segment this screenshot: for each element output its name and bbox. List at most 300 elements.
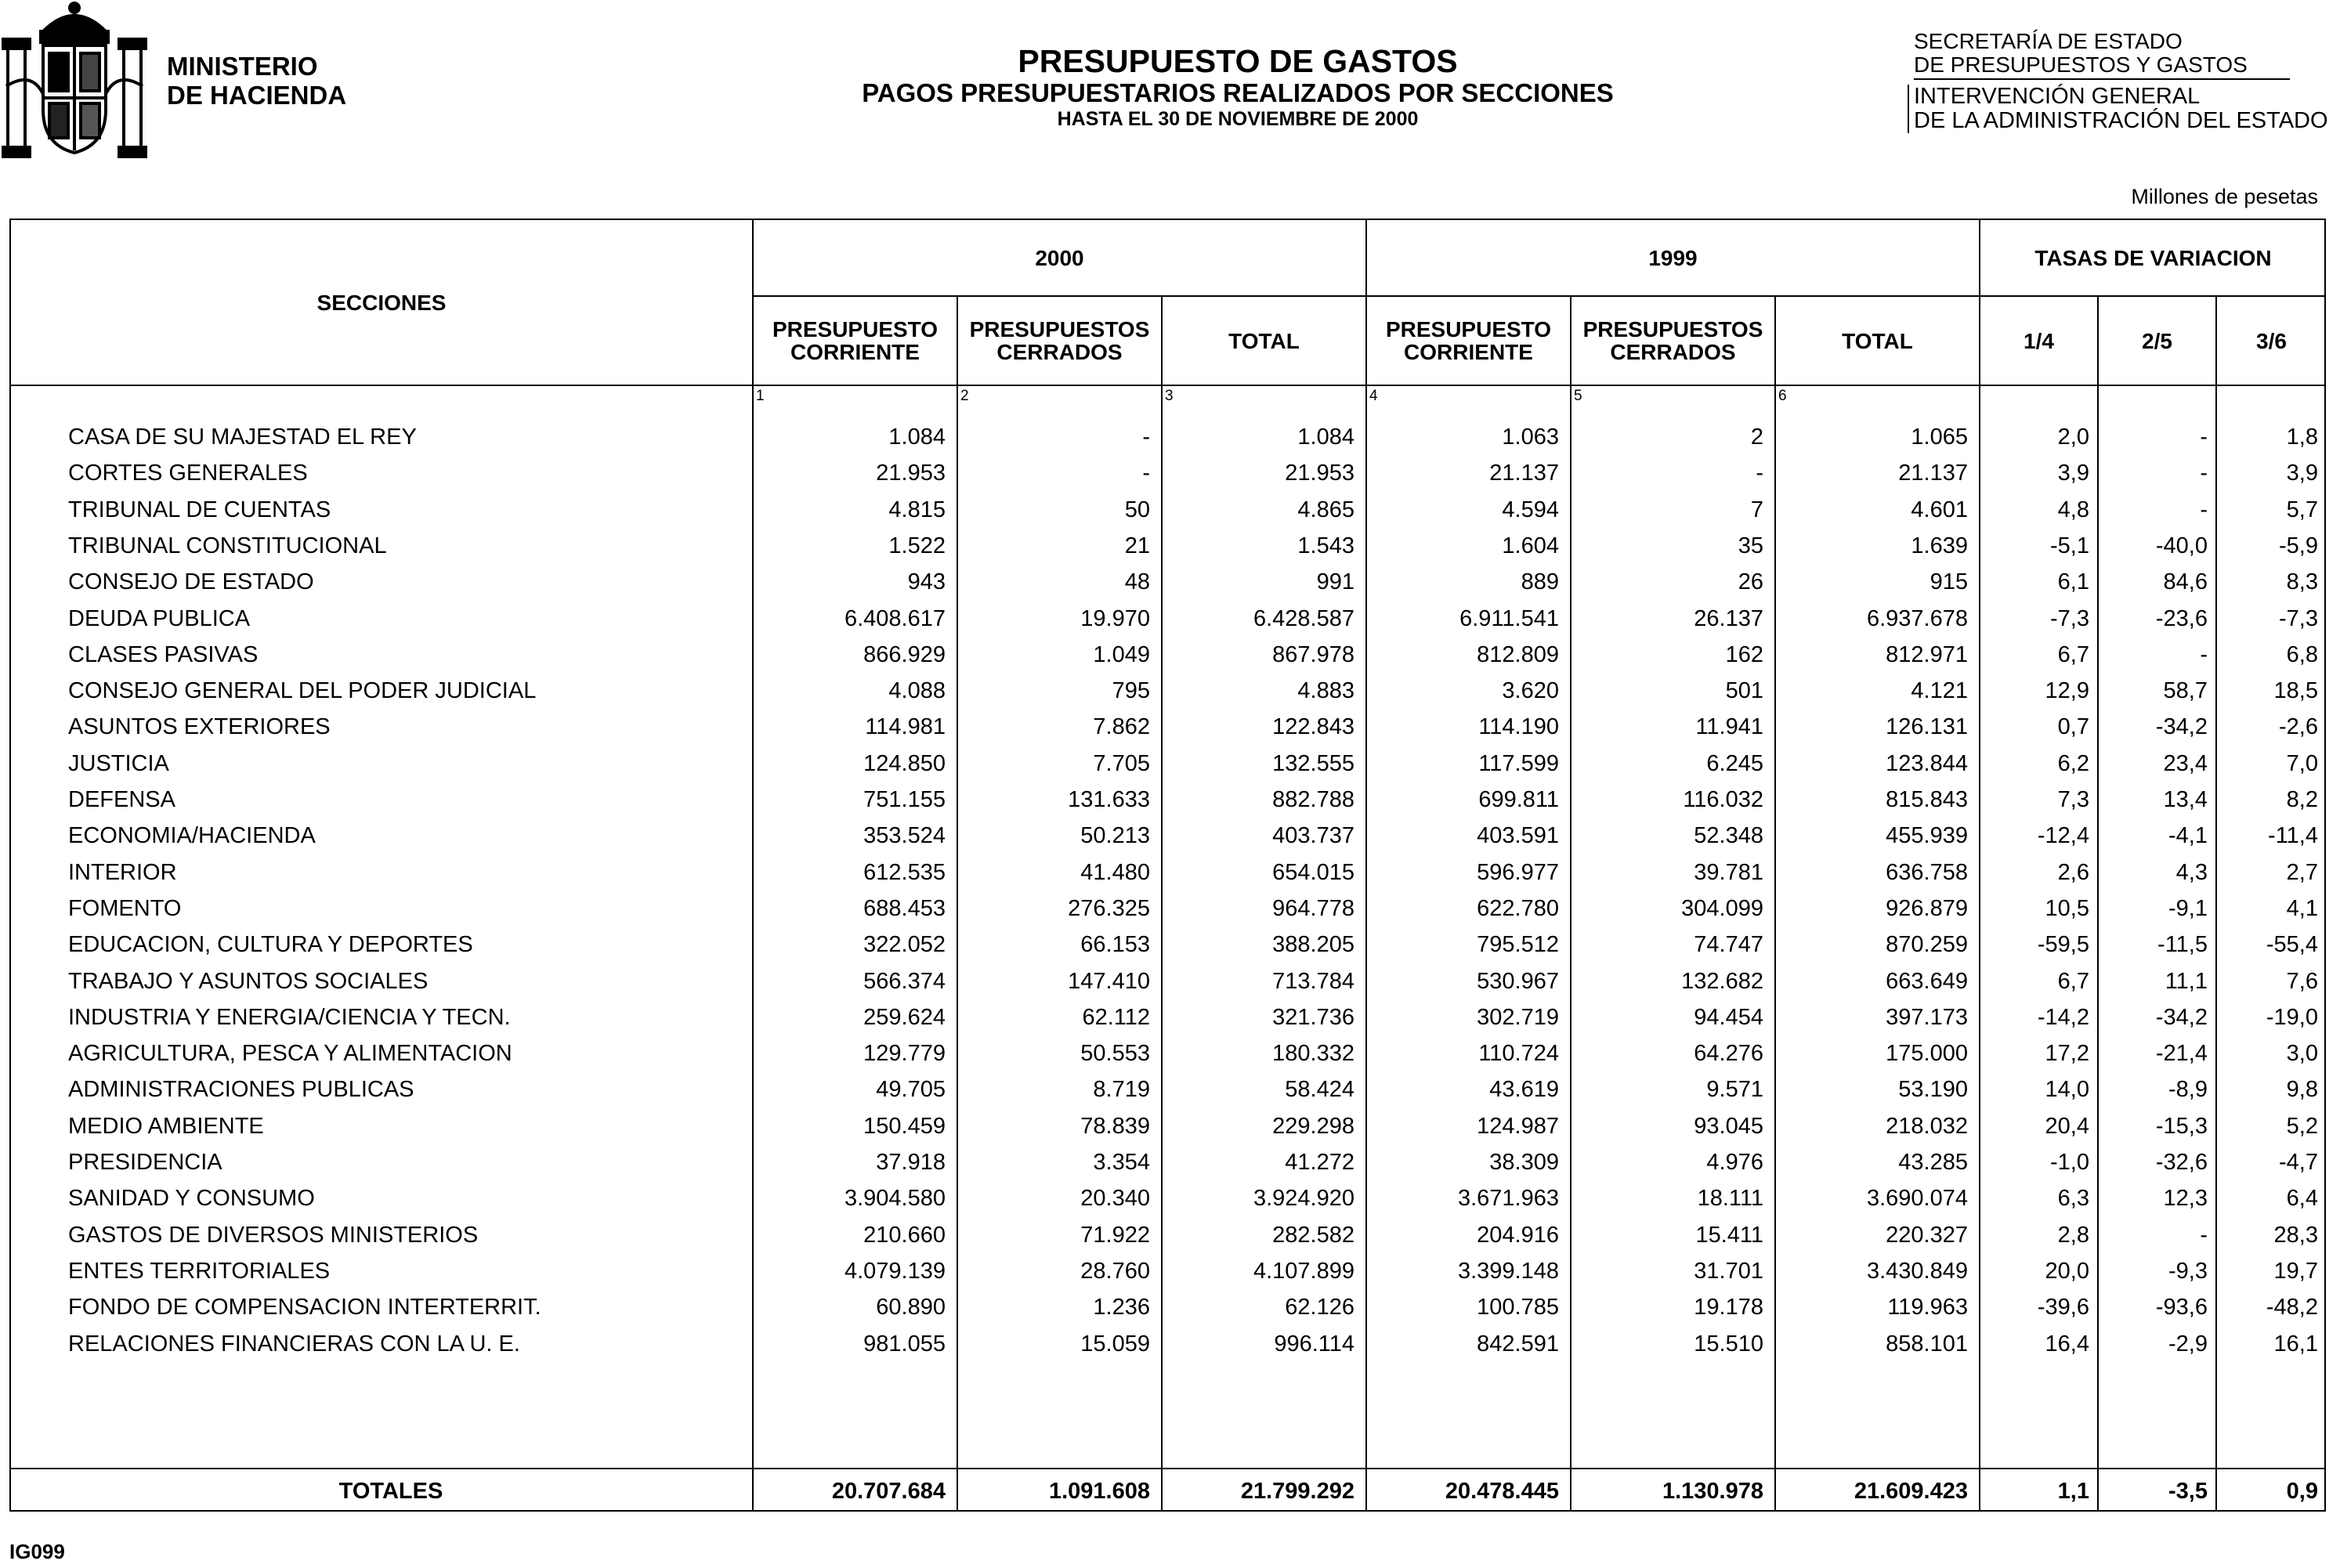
value-cell: 1.084 bbox=[1297, 425, 1354, 450]
secciones-header: SECCIONES bbox=[316, 290, 447, 315]
value-cell: 28,3 bbox=[2273, 1222, 2318, 1248]
total-cell: 21.799.292 bbox=[1240, 1478, 1354, 1504]
value-cell: 6.937.678 bbox=[1866, 605, 1968, 631]
total-cell: -3,5 bbox=[2168, 1478, 2208, 1504]
ministry-name bbox=[167, 52, 346, 110]
value-cell: 14,0 bbox=[2045, 1077, 2089, 1103]
value-cell: 4.594 bbox=[1502, 497, 1559, 522]
value-cell: 7,3 bbox=[2057, 787, 2089, 812]
report-titles bbox=[705, 44, 1770, 131]
value-cell: 210.660 bbox=[863, 1222, 946, 1248]
value-cell: 1.522 bbox=[888, 533, 946, 558]
value-cell: 3,0 bbox=[2286, 1041, 2318, 1067]
total-cell: 20.707.684 bbox=[831, 1478, 946, 1504]
value-cell: 78.839 bbox=[1080, 1113, 1150, 1139]
value-cell: 15.059 bbox=[1080, 1331, 1150, 1357]
total-cell: 1.130.978 bbox=[1662, 1478, 1763, 1504]
value-cell: - bbox=[2200, 641, 2208, 667]
table-row bbox=[11, 963, 2327, 999]
value-cell: -4,1 bbox=[2168, 823, 2208, 849]
table-row bbox=[11, 418, 2327, 454]
value-cell: -32,6 bbox=[2155, 1150, 2208, 1175]
table-row bbox=[11, 563, 2327, 599]
value-cell: 530.967 bbox=[1477, 968, 1559, 994]
seccion-name: AGRICULTURA, PESCA Y ALIMENTACION bbox=[68, 1041, 512, 1067]
value-cell: 6,3 bbox=[2057, 1186, 2089, 1212]
value-cell: 2,8 bbox=[2057, 1222, 2089, 1248]
ministry-line-1: MINISTERIO bbox=[167, 52, 318, 81]
value-cell: 1.065 bbox=[1911, 425, 1968, 450]
value-cell: 126.131 bbox=[1886, 714, 1968, 740]
value-cell: 18.111 bbox=[1697, 1186, 1763, 1212]
seccion-name: SANIDAD Y CONSUMO bbox=[68, 1186, 315, 1212]
value-cell: 397.173 bbox=[1886, 1004, 1968, 1030]
value-cell: 6,8 bbox=[2286, 641, 2318, 667]
column-number: 6 bbox=[1778, 388, 1787, 404]
seccion-name: RELACIONES FINANCIERAS CON LA U. E. bbox=[68, 1331, 520, 1357]
value-cell: 2,7 bbox=[2286, 859, 2318, 885]
value-cell: 915 bbox=[1930, 569, 1968, 595]
table-row bbox=[11, 890, 2327, 926]
value-cell: 4.121 bbox=[1911, 678, 1968, 704]
value-cell: 220.327 bbox=[1886, 1222, 1968, 1248]
seccion-name: ADMINISTRACIONES PUBLICAS bbox=[68, 1077, 414, 1103]
value-cell: 812.971 bbox=[1886, 641, 1968, 667]
seccion-name: CASA DE SU MAJESTAD EL REY bbox=[68, 425, 417, 450]
value-cell: 4.976 bbox=[1706, 1150, 1763, 1175]
value-cell: 501 bbox=[1725, 678, 1763, 704]
value-cell: 3.671.963 bbox=[1457, 1186, 1559, 1212]
value-cell: -9,1 bbox=[2168, 895, 2208, 921]
value-cell: 5,2 bbox=[2286, 1113, 2318, 1139]
col-1999-cerrados-header: PRESUPUESTOS CERRADOS bbox=[1582, 317, 1763, 364]
value-cell: 0,7 bbox=[2057, 714, 2089, 740]
value-cell: 2 bbox=[1750, 425, 1763, 450]
value-cell: 43.619 bbox=[1489, 1077, 1559, 1103]
value-cell: 566.374 bbox=[863, 968, 946, 994]
value-cell: 11,1 bbox=[2165, 968, 2208, 994]
value-cell: 37.918 bbox=[876, 1150, 946, 1175]
value-cell: -7,3 bbox=[2050, 605, 2089, 631]
total-cell: 0,9 bbox=[2286, 1478, 2318, 1504]
seccion-name: CLASES PASIVAS bbox=[68, 641, 259, 667]
value-cell: 58,7 bbox=[2163, 678, 2208, 704]
value-cell: - bbox=[2200, 1222, 2208, 1248]
value-cell: 1.084 bbox=[888, 425, 946, 450]
value-cell: 1.604 bbox=[1502, 533, 1559, 558]
value-cell: 15.510 bbox=[1694, 1331, 1763, 1357]
value-cell: -48,2 bbox=[2266, 1295, 2318, 1321]
table-row bbox=[11, 854, 2327, 890]
value-cell: 1.543 bbox=[1297, 533, 1354, 558]
value-cell: 812.809 bbox=[1477, 641, 1559, 667]
value-cell: -23,6 bbox=[2155, 605, 2208, 631]
value-cell: 6.408.617 bbox=[844, 605, 946, 631]
year-2000-header: 2000 bbox=[1035, 245, 1084, 270]
value-cell: 15.411 bbox=[1695, 1222, 1763, 1248]
value-cell: -15,3 bbox=[2155, 1113, 2208, 1139]
value-cell: 35 bbox=[1738, 533, 1763, 558]
value-cell: 180.332 bbox=[1272, 1041, 1354, 1067]
value-cell: 12,9 bbox=[2045, 678, 2089, 704]
value-cell: 4,8 bbox=[2057, 497, 2089, 522]
coat-of-arms-icon bbox=[0, 0, 149, 164]
value-cell: 16,4 bbox=[2045, 1331, 2089, 1357]
seccion-name: DEFENSA bbox=[68, 787, 175, 812]
value-cell: 4.107.899 bbox=[1253, 1258, 1354, 1284]
ministry-line-2: DE HACIENDA bbox=[167, 81, 347, 110]
seccion-name: INDUSTRIA Y ENERGIA/CIENCIA Y TECN. bbox=[68, 1004, 511, 1030]
value-cell: 663.649 bbox=[1886, 968, 1968, 994]
table-row bbox=[11, 745, 2327, 781]
value-cell: 43.285 bbox=[1898, 1150, 1968, 1175]
intervencion-line-1: INTERVENCIÓN GENERAL bbox=[1914, 84, 2201, 109]
value-cell: 23,4 bbox=[2163, 750, 2208, 776]
seccion-name: FOMENTO bbox=[68, 895, 182, 921]
value-cell: 403.591 bbox=[1477, 823, 1559, 849]
table-row bbox=[11, 636, 2327, 672]
value-cell: 926.879 bbox=[1886, 895, 1968, 921]
value-cell: 403.737 bbox=[1272, 823, 1354, 849]
seccion-name: DEUDA PUBLICA bbox=[68, 605, 251, 631]
total-cell: 21.609.423 bbox=[1854, 1478, 1968, 1504]
value-cell: 116.032 bbox=[1683, 787, 1763, 812]
value-cell: 4.601 bbox=[1911, 497, 1968, 522]
value-cell: 353.524 bbox=[863, 823, 946, 849]
value-cell: 889 bbox=[1521, 569, 1559, 595]
value-cell: 6.911.541 bbox=[1459, 605, 1559, 631]
secretaria-line-2: DE PRESUPUESTOS Y GASTOS bbox=[1914, 53, 2290, 80]
value-cell: 94.454 bbox=[1694, 1004, 1763, 1030]
secretaria-line-1: SECRETARÍA DE ESTADO bbox=[1914, 29, 2183, 53]
value-cell: 38.309 bbox=[1489, 1150, 1559, 1175]
value-cell: -34,2 bbox=[2155, 714, 2208, 740]
value-cell: 150.459 bbox=[863, 1113, 946, 1139]
value-cell: 2,6 bbox=[2057, 859, 2089, 885]
value-cell: 636.758 bbox=[1886, 859, 1968, 885]
table-row bbox=[11, 1252, 2327, 1288]
value-cell: 49.705 bbox=[876, 1077, 946, 1103]
table-row bbox=[11, 600, 2327, 636]
intervencion-line-2: DE LA ADMINISTRACIÓN DEL ESTADO bbox=[1914, 108, 2328, 133]
value-cell: 84,6 bbox=[2163, 569, 2208, 595]
table-row bbox=[11, 1143, 2327, 1180]
value-cell: 16,1 bbox=[2273, 1331, 2318, 1357]
value-cell: 858.101 bbox=[1886, 1331, 1968, 1357]
value-cell: 6,4 bbox=[2286, 1186, 2318, 1212]
value-cell: 58.424 bbox=[1285, 1077, 1354, 1103]
value-cell: 7.862 bbox=[1093, 714, 1150, 740]
value-cell: 131.633 bbox=[1068, 787, 1150, 812]
value-cell: 204.916 bbox=[1477, 1222, 1559, 1248]
value-cell: 981.055 bbox=[863, 1331, 946, 1357]
value-cell: 4,3 bbox=[2175, 859, 2208, 885]
value-cell: 62.126 bbox=[1285, 1295, 1354, 1321]
value-cell: 6,1 bbox=[2057, 569, 2089, 595]
value-cell: 21.137 bbox=[1898, 461, 1968, 486]
value-cell: 110.724 bbox=[1478, 1041, 1559, 1067]
value-cell: 8,2 bbox=[2286, 787, 2318, 812]
value-cell: -34,2 bbox=[2155, 1004, 2208, 1030]
value-cell: 1.236 bbox=[1093, 1295, 1150, 1321]
value-cell: 4.815 bbox=[888, 497, 946, 522]
value-cell: -12,4 bbox=[2037, 823, 2089, 849]
seccion-name: INTERIOR bbox=[68, 859, 177, 885]
table-row bbox=[11, 708, 2327, 744]
value-cell: 654.015 bbox=[1272, 859, 1354, 885]
seccion-name: ECONOMIA/HACIENDA bbox=[68, 823, 316, 849]
value-cell: 259.624 bbox=[863, 1004, 946, 1030]
seccion-name: GASTOS DE DIVERSOS MINISTERIOS bbox=[68, 1222, 479, 1248]
seccion-name: FONDO DE COMPENSACION INTERTERRIT. bbox=[68, 1295, 541, 1321]
report-title: PRESUPUESTO DE GASTOS bbox=[1018, 43, 1458, 79]
value-cell: -40,0 bbox=[2155, 533, 2208, 558]
value-cell: 119.963 bbox=[1887, 1295, 1968, 1321]
value-cell: 3.620 bbox=[1502, 678, 1559, 704]
value-cell: 8,3 bbox=[2286, 569, 2318, 595]
value-cell: 12,3 bbox=[2163, 1186, 2208, 1212]
value-cell: 66.153 bbox=[1080, 932, 1150, 958]
seccion-name: ASUNTOS EXTERIORES bbox=[68, 714, 331, 740]
value-cell: -2,9 bbox=[2168, 1331, 2208, 1357]
col-rate-3-6-header: 3/6 bbox=[2256, 328, 2287, 353]
value-cell: -8,9 bbox=[2168, 1077, 2208, 1103]
value-cell: 21.953 bbox=[876, 461, 946, 486]
value-cell: 943 bbox=[907, 569, 946, 595]
value-cell: 39.781 bbox=[1694, 859, 1763, 885]
value-cell: 3.904.580 bbox=[844, 1186, 946, 1212]
value-cell: 622.780 bbox=[1477, 895, 1559, 921]
value-cell: 4,1 bbox=[2286, 895, 2318, 921]
value-cell: - bbox=[2200, 497, 2208, 522]
value-cell: 114.981 bbox=[865, 714, 946, 740]
value-cell: -59,5 bbox=[2037, 932, 2089, 958]
value-cell: 795.512 bbox=[1477, 932, 1559, 958]
value-cell: 1.049 bbox=[1093, 641, 1150, 667]
table-row bbox=[11, 672, 2327, 708]
value-cell: 6,7 bbox=[2057, 641, 2089, 667]
value-cell: 19.970 bbox=[1080, 605, 1150, 631]
value-cell: 20.340 bbox=[1080, 1186, 1150, 1212]
value-cell: 842.591 bbox=[1477, 1331, 1559, 1357]
table-row bbox=[11, 1035, 2327, 1071]
value-cell: 9.571 bbox=[1706, 1077, 1763, 1103]
value-cell: -11,4 bbox=[2268, 823, 2318, 849]
table-row bbox=[11, 1216, 2327, 1252]
value-cell: 1,8 bbox=[2286, 425, 2318, 450]
value-cell: 322.052 bbox=[863, 932, 946, 958]
table-row bbox=[11, 1288, 2327, 1324]
value-cell: -2,6 bbox=[2279, 714, 2318, 740]
value-cell: 17,2 bbox=[2045, 1041, 2089, 1067]
report-subtitle: PAGOS PRESUPUESTARIOS REALIZADOS POR SECCIONES bbox=[862, 78, 1614, 107]
value-cell: 74.747 bbox=[1694, 932, 1763, 958]
value-cell: 699.811 bbox=[1478, 787, 1559, 812]
value-cell: 19,7 bbox=[2273, 1258, 2318, 1284]
value-cell: -9,3 bbox=[2168, 1258, 2208, 1284]
col-2000-corriente-header: PRESUPUESTO CORRIENTE bbox=[772, 317, 939, 364]
value-cell: - bbox=[1756, 461, 1763, 486]
value-cell: - bbox=[2200, 425, 2208, 450]
value-cell: 41.480 bbox=[1080, 859, 1150, 885]
value-cell: 62.112 bbox=[1082, 1004, 1150, 1030]
value-cell: 321.736 bbox=[1272, 1004, 1354, 1030]
value-cell: 6.245 bbox=[1706, 750, 1763, 776]
value-cell: 3.430.849 bbox=[1866, 1258, 1968, 1284]
value-cell: 18,5 bbox=[2273, 678, 2318, 704]
value-cell: 4.088 bbox=[888, 678, 946, 704]
value-cell: 276.325 bbox=[1068, 895, 1150, 921]
value-cell: -21,4 bbox=[2155, 1041, 2208, 1067]
seccion-name: CONSEJO DE ESTADO bbox=[68, 569, 314, 595]
value-cell: -19,0 bbox=[2266, 1004, 2318, 1030]
value-cell: 218.032 bbox=[1886, 1113, 1968, 1139]
seccion-name: CORTES GENERALES bbox=[68, 461, 308, 486]
value-cell: 53.190 bbox=[1898, 1077, 1968, 1103]
tasas-header: TASAS DE VARIACION bbox=[2034, 245, 2272, 270]
value-cell: 2,0 bbox=[2057, 425, 2089, 450]
value-cell: 1.639 bbox=[1911, 533, 1968, 558]
value-cell: 50.553 bbox=[1080, 1041, 1150, 1067]
value-cell: -1,0 bbox=[2050, 1150, 2089, 1175]
value-cell: 3.690.074 bbox=[1866, 1186, 1968, 1212]
value-cell: 751.155 bbox=[863, 787, 946, 812]
value-cell: 3.399.148 bbox=[1457, 1258, 1559, 1284]
seccion-name: ENTES TERRITORIALES bbox=[68, 1258, 331, 1284]
col-1999-total-header: TOTAL bbox=[1842, 328, 1913, 353]
value-cell: 64.276 bbox=[1694, 1041, 1763, 1067]
form-code: IG099 bbox=[9, 1540, 65, 1563]
value-cell: 4.865 bbox=[1297, 497, 1354, 522]
value-cell: 991 bbox=[1316, 569, 1354, 595]
units-label: Millones de pesetas bbox=[2131, 185, 2318, 208]
col-rate-1-4-header: 1/4 bbox=[2024, 328, 2054, 353]
seccion-name: CONSEJO GENERAL DEL PODER JUDICIAL bbox=[68, 678, 537, 704]
value-cell: 132.682 bbox=[1681, 968, 1763, 994]
table-row bbox=[11, 1180, 2327, 1216]
value-cell: 26 bbox=[1738, 569, 1763, 595]
value-cell: -4,7 bbox=[2279, 1150, 2318, 1175]
value-cell: 8.719 bbox=[1093, 1077, 1150, 1103]
value-cell: 4.883 bbox=[1297, 678, 1354, 704]
value-cell: 175.000 bbox=[1886, 1041, 1968, 1067]
value-cell: 147.410 bbox=[1068, 968, 1150, 994]
value-cell: 6,7 bbox=[2057, 968, 2089, 994]
value-cell: 388.205 bbox=[1272, 932, 1354, 958]
value-cell: 964.778 bbox=[1272, 895, 1354, 921]
value-cell: 282.582 bbox=[1272, 1222, 1354, 1248]
totals-row bbox=[11, 1472, 2327, 1511]
table-row bbox=[11, 491, 2327, 527]
table-row bbox=[11, 781, 2327, 817]
seccion-name: TRIBUNAL CONSTITUCIONAL bbox=[68, 533, 387, 558]
value-cell: 815.843 bbox=[1886, 787, 1968, 812]
value-cell: 114.190 bbox=[1478, 714, 1559, 740]
intervencion-block bbox=[1908, 85, 2337, 133]
value-cell: 7,6 bbox=[2286, 968, 2318, 994]
value-cell: 21.953 bbox=[1285, 461, 1354, 486]
year-1999-header: 1999 bbox=[1648, 245, 1698, 270]
value-cell: 20,0 bbox=[2045, 1258, 2089, 1284]
value-cell: 596.977 bbox=[1477, 859, 1559, 885]
value-cell: 117.599 bbox=[1478, 750, 1559, 776]
col-2000-total-header: TOTAL bbox=[1228, 328, 1300, 353]
value-cell: 10,5 bbox=[2045, 895, 2089, 921]
budget-table bbox=[9, 219, 2326, 1512]
value-cell: 688.453 bbox=[863, 895, 946, 921]
table-row bbox=[11, 926, 2327, 962]
value-cell: 93.045 bbox=[1694, 1113, 1763, 1139]
value-cell: 4.079.139 bbox=[844, 1258, 946, 1284]
col-1999-corriente-header: PRESUPUESTO CORRIENTE bbox=[1385, 317, 1552, 364]
value-cell: 48 bbox=[1124, 569, 1150, 595]
value-cell: 71.922 bbox=[1080, 1222, 1150, 1248]
value-cell: -5,9 bbox=[2279, 533, 2318, 558]
value-cell: -55,4 bbox=[2266, 932, 2318, 958]
total-cell: 20.478.445 bbox=[1445, 1478, 1559, 1504]
column-number: 3 bbox=[1165, 388, 1174, 404]
value-cell: -39,6 bbox=[2037, 1295, 2089, 1321]
value-cell: 7 bbox=[1750, 497, 1763, 522]
value-cell: 7.705 bbox=[1093, 750, 1150, 776]
table-row bbox=[11, 454, 2327, 490]
value-cell: 26.137 bbox=[1694, 605, 1763, 631]
value-cell: 21.137 bbox=[1489, 461, 1559, 486]
seccion-name: MEDIO AMBIENTE bbox=[68, 1113, 264, 1139]
value-cell: 52.348 bbox=[1694, 823, 1763, 849]
table-row bbox=[11, 1107, 2327, 1143]
value-cell: 50 bbox=[1124, 497, 1150, 522]
value-cell: 162 bbox=[1725, 641, 1763, 667]
value-cell: 5,7 bbox=[2286, 497, 2318, 522]
table-row bbox=[11, 817, 2327, 853]
value-cell: 41.272 bbox=[1285, 1150, 1354, 1175]
value-cell: 455.939 bbox=[1886, 823, 1968, 849]
value-cell: 612.535 bbox=[863, 859, 946, 885]
column-number: 2 bbox=[960, 388, 969, 404]
value-cell: 6,2 bbox=[2057, 750, 2089, 776]
value-cell: 3.354 bbox=[1093, 1150, 1150, 1175]
seccion-name: JUSTICIA bbox=[68, 750, 169, 776]
value-cell: 20,4 bbox=[2045, 1113, 2089, 1139]
value-cell: 100.785 bbox=[1477, 1295, 1559, 1321]
value-cell: 795 bbox=[1112, 678, 1150, 704]
value-cell: - bbox=[2200, 461, 2208, 486]
value-cell: 122.843 bbox=[1272, 714, 1354, 740]
value-cell: -14,2 bbox=[2037, 1004, 2089, 1030]
value-cell: -11,5 bbox=[2157, 932, 2208, 958]
value-cell: 129.779 bbox=[863, 1041, 946, 1067]
value-cell: 31.701 bbox=[1694, 1258, 1763, 1284]
value-cell: 124.850 bbox=[863, 750, 946, 776]
column-number: 5 bbox=[1574, 388, 1582, 404]
value-cell: 60.890 bbox=[876, 1295, 946, 1321]
value-cell: 713.784 bbox=[1272, 968, 1354, 994]
col-2000-cerrados-header: PRESUPUESTOS CERRADOS bbox=[969, 317, 1150, 364]
table-row bbox=[11, 1071, 2327, 1107]
report-date: HASTA EL 30 DE NOVIEMBRE DE 2000 bbox=[1057, 108, 1419, 130]
total-cell: 1.091.608 bbox=[1048, 1478, 1150, 1504]
value-cell: 13,4 bbox=[2163, 787, 2208, 812]
total-cell: 1,1 bbox=[2057, 1478, 2089, 1504]
value-cell: 304.099 bbox=[1681, 895, 1763, 921]
column-number: 4 bbox=[1369, 388, 1378, 404]
value-cell: 19.178 bbox=[1694, 1295, 1763, 1321]
col-rate-2-5-header: 2/5 bbox=[2142, 328, 2172, 353]
value-cell: 50.213 bbox=[1080, 823, 1150, 849]
value-cell: 882.788 bbox=[1272, 787, 1354, 812]
value-cell: 866.929 bbox=[863, 641, 946, 667]
